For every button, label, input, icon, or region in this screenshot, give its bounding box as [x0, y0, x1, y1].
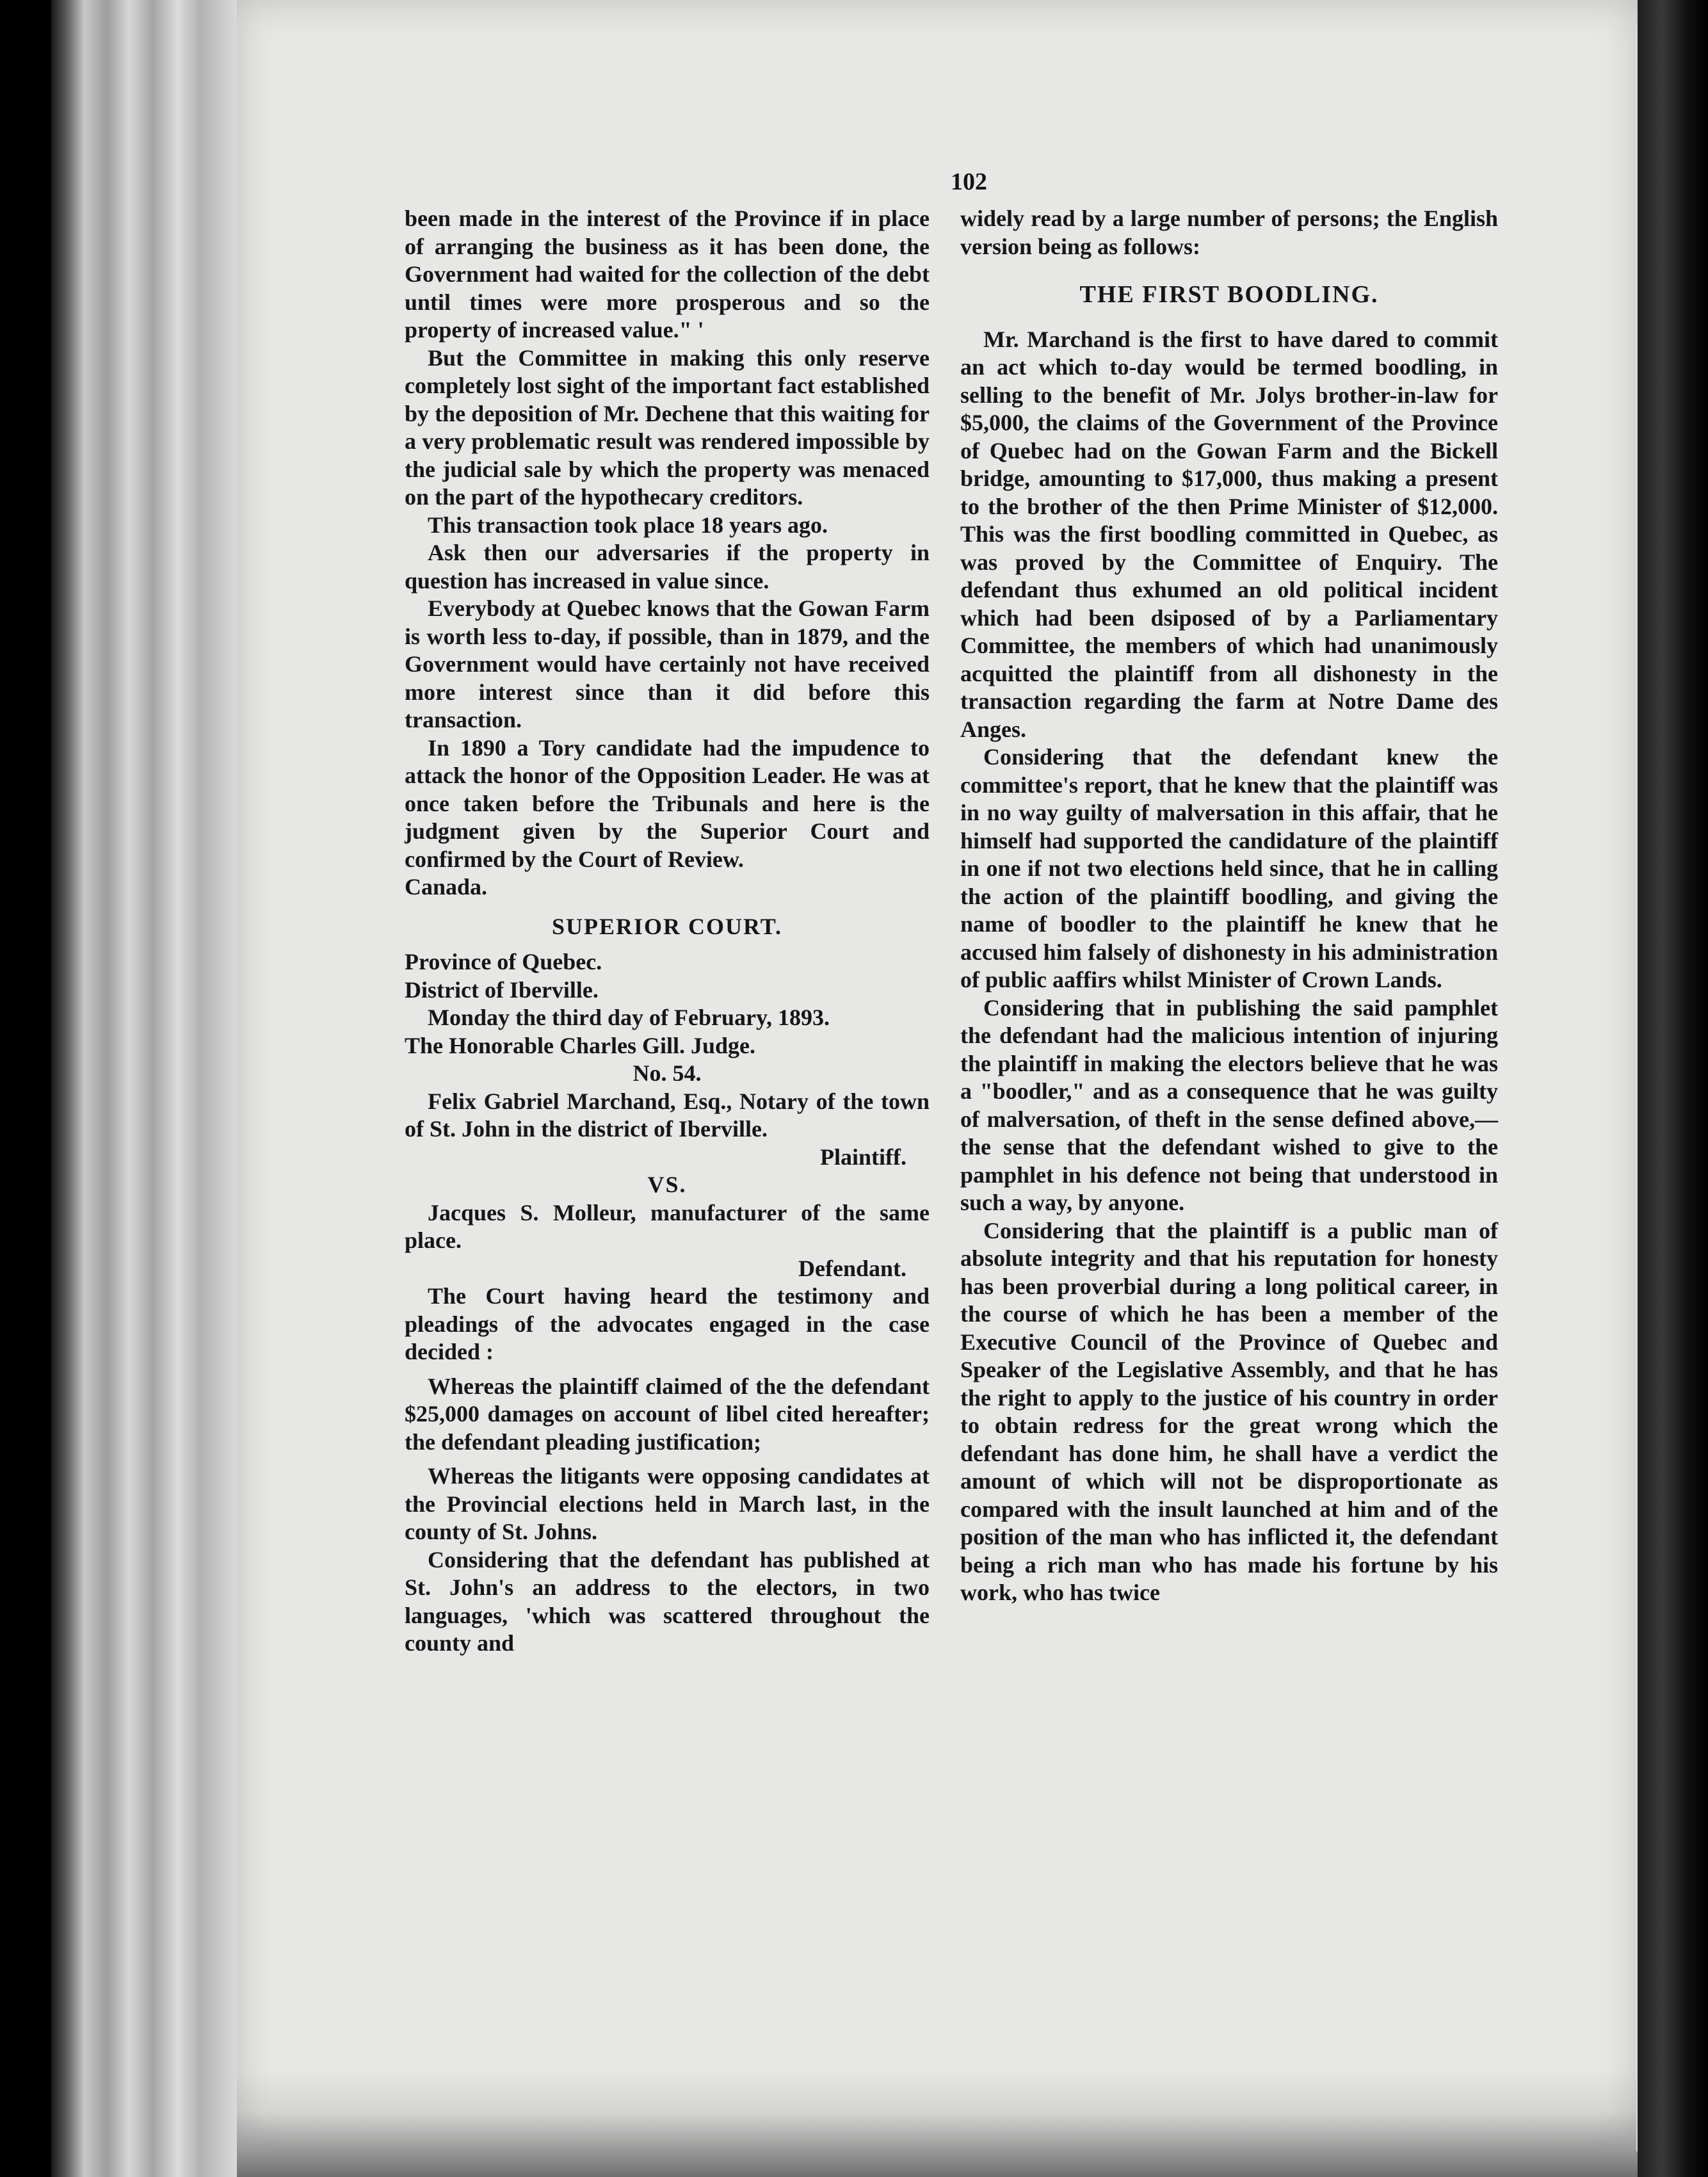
paragraph: Mr. Marchand is the first to have dared to commit an act which to-day would be termed boodling, in selling to the benefit of Mr. Jolys brother-in-law for $5,000, the claims of the Government of the Province of Quebec had on the Gowan Farm and the Bickell bridge, amounting to $17,000, thus making a present to the brother of the then Prime Minister of $12,000. This was the first boodling committed in Quebec, as was proved by the Committee of Enquiry. The defendant thus exhumed an old political incident which had been dsiposed of by a Parliamentary Committee, the members of which had unanimously acquitted the plaintiff from all dishonesty in the transaction regarding the farm at Notre Dame des Anges.: [960, 326, 1498, 742]
paragraph: Ask then our adversaries if the property in question has increased in value since.: [405, 540, 930, 594]
paragraph: Considering that the defendant has published at St. John's an address to the electors, in two languages, 'which was scattered throughout the county and: [405, 1546, 930, 1656]
paragraph: But the Committee in making this only reserve completely lost sight of the important fact established by the deposition of Mr. Dechene that this waiting for a very problematic result was rendered impossible by the judicial sale by which the property was menaced on the part of the hypothecary creditors.: [405, 344, 930, 510]
right-column: [960, 205, 1498, 1607]
book-page-edges: [51, 0, 237, 2177]
paragraph: Whereas the litigants were opposing candidates at the Provincial elections held in March last, in the county of St. Johns.: [405, 1463, 930, 1544]
district-line: District of Iberville.: [405, 976, 599, 1003]
paragraph: Everybody at Quebec knows that the Gowan Farm is worth less to-day, if possible, than in 1879, and the Government would have certainly not have received more interest since than it did before this transaction.: [405, 595, 930, 732]
paragraph: This transaction took place 18 years ago.: [428, 512, 828, 538]
section-heading: THE FIRST BOODLING.: [1079, 281, 1379, 308]
judge-line: The Honorable Charles Gill. Judge.: [405, 1032, 756, 1058]
paragraph: In 1890 a Tory candidate had the impudence to attack the honor of the Opposition Leader. He was at once taken before the Tribunals and here is the judgment given by the Superior Court and confirmed by the Court of Review.: [405, 734, 930, 872]
paragraph: Considering that the defendant knew the committee's report, that he knew that the plaintiff was in no way guilty of malversation in this affair, that he himself had supported the candidature of the plaintiff in one if not two elections held since, that he in calling the action of the plaintiff boodling, and giving the name of boodler to the plaintiff he knew that he accused him falsely of dishonesty in his administration of public aaffirs whilst Minister of Crown Lands.: [960, 744, 1498, 992]
paragraph: widely read by a large number of persons; the English version being as follows:: [960, 206, 1498, 259]
province-line: Province of Quebec.: [405, 949, 602, 975]
paragraph: been made in the interest of the Province if in place of arranging the business as it has been done, the Government had waited for the collection of the debt until times were more prosperous and so the property of increased value." ': [405, 206, 930, 343]
book-gutter: [1638, 0, 1708, 2177]
paragraph: The Court having heard the testimony and pleadings of the advocates engaged in the case decided :: [405, 1283, 930, 1364]
case-number: No. 54.: [632, 1060, 702, 1086]
plaintiff-description: Felix Gabriel Marchand, Esq., Notary of the town of St. John in the district of Iberville.: [405, 1088, 930, 1142]
date-line: Monday the third day of February, 1893.: [428, 1005, 830, 1030]
page-number: 102: [951, 168, 987, 195]
defendant-description: Jacques S. Molleur, manufacturer of the same place.: [405, 1199, 930, 1253]
page-bottom-shadow: [237, 2068, 1638, 2177]
paragraph: Considering that the plaintiff is a public man of absolute integrity and that his reputation for honesty has been proverbial during a long political career, in the course of which he has been a member of the Executive Council of the Province of Quebec and Speaker of the Legislative Assembly, and that he has the right to apply to the justice of his country in order to obtain redress for the great wrong which the defendant has done him, he shall have a verdict the amount of which will not be disproportionate as compared with the insult launched at him and of the position of the man who has inflicted it, the defendant being a rich man who has made his fortune by his work, who has twice: [960, 1217, 1498, 1605]
plaintiff-label: Plaintiff.: [820, 1144, 906, 1170]
left-column: [405, 205, 930, 1658]
country-line: Canada.: [405, 874, 488, 900]
court-heading: SUPERIOR COURT.: [551, 913, 783, 939]
paragraph: Considering that in publishing the said pamphlet the defendant had the malicious intention of injuring the plaintiff in making the electors believe that he was a "boodler," and as a consequence that he was guilty of malversation, of theft in the sense defined above,—the sense that the defendant wished to give to the pamphlet in his defence not being that understood in such a way, by anyone.: [960, 994, 1498, 1215]
versus-line: VS.: [647, 1172, 687, 1197]
paragraph: Whereas the plaintiff claimed of the the defendant $25,000 damages on account of libel cited hereafter; the defendant pleading justification;: [405, 1373, 930, 1455]
defendant-label: Defendant.: [798, 1255, 906, 1281]
